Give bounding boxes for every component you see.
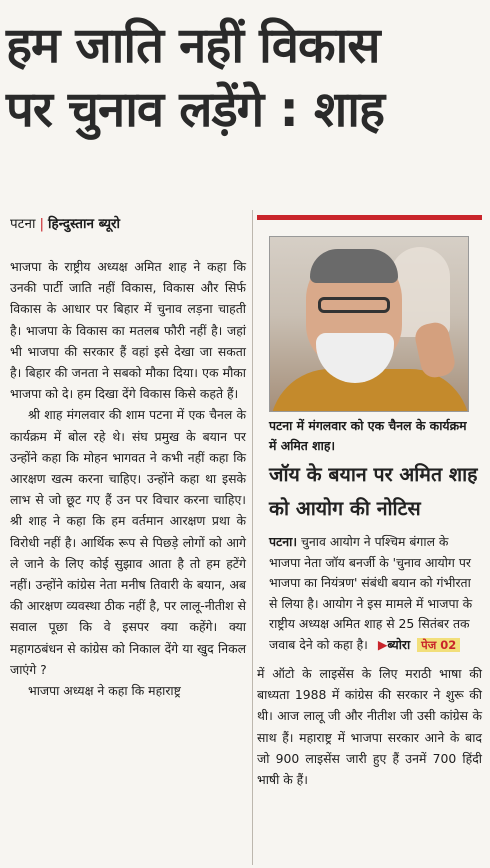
byline-separator: | xyxy=(39,216,45,232)
dateline-place: पटना xyxy=(10,216,36,232)
article-paragraph-3: भाजपा अध्यक्ष ने कहा कि महाराष्ट्र xyxy=(28,683,181,699)
details-label: ब्योरा xyxy=(387,636,411,652)
photo-glasses xyxy=(318,297,390,313)
headline-line-1: हम जाति नहीं विकास xyxy=(6,17,380,74)
sidebar-title: जॉय के बयान पर अमित शाह को आयोग की नोटिस xyxy=(269,463,478,520)
photo-hair xyxy=(310,249,398,283)
sidebar-text: चुनाव आयोग ने पश्चिम बंगाल के भाजपा नेता जॉय बनर्जी के 'चुनाव आयोग पर भाजपा का नियंत्रण' संबंधी बयान को गंभीरता से लिया है। आयोग ने इस मामले में भाजपा के राष्ट्रीय अध्यक्ष अमित शाह से 25 सितंबर तक जवाब देने को कहा है। xyxy=(269,534,473,652)
column-divider xyxy=(252,210,253,865)
byline-bureau: हिन्दुस्तान ब्यूरो xyxy=(48,216,121,232)
article-paragraph-1: भाजपा के राष्ट्रीय अध्यक्ष अमित शाह ने कहा कि उनकी पार्टी जाति नहीं विकास, विकास और सिर्फ विकास के आधार पर बिहार में चुनाव लड़ना चाहती है। भाजपा के विकास का मतलब फौरी नहीं है। जहां भी भाजपा की सरकार हैं वहां इसे देखा जा सकता है। बिहार की जनता ने सबको मौका दिया। एक मौका भाजपा को दे। हम दिखा देंगे विकास किसे कहते हैं। xyxy=(10,259,246,402)
article-paragraph-2: श्री शाह मंगलवार की शाम पटना में एक चैनल के कार्यक्रम में बोल रहे थे। संघ प्रमुख के बयान पर उन्होंने कहा कि मोहन भागवत ने कभी नहीं कहा कि आरक्षण खत्म करना चाहिए। उन्होंने कहा था इसके लाभ से जो छूट गए हैं उन पर विचार करना चाहिए। श्री शाह ने कहा कि हम वर्तमान आरक्षण प्रथा के विरोधी नहीं है। आर्थिक रूप से पिछड़े लोगों को आगे ले जाने के लिए कोई सुझाव आता है तो हम हटेंगे नहीं। उन्होंने कांग्रेस नेता मनीष तिवारी के बयान, अब की आरक्षण व्यवस्था ठीक नहीं है, पर लालू-नीतीश से सवाल पूछा कि वे इसपर क्या कहेंगे। क्या महागठबंधन से कांग्रेस को निकाल देंगे या खुद निकल जाएंगे ? xyxy=(10,407,246,677)
headline-line-2: पर चुनाव लड़ेंगे : शाह xyxy=(6,81,385,138)
sidebar-dateline: पटना। xyxy=(269,534,298,549)
headline xyxy=(6,14,486,142)
sidebar-box xyxy=(257,215,482,653)
amit-shah-photo xyxy=(269,236,469,412)
arrow-right-icon: ▶ xyxy=(377,636,388,652)
article-continuation: में ऑटो के लाइसेंस के लिए मराठी भाषा की बाध्यता 1988 में कांग्रेस की सरकार ने शुरू की थी। आज लालू जी और नीतीश जी उसी कांग्रेस के साथ हैं। महाराष्ट्र में भाजपा सरकार आने के बाद जो 900 लाइसेंस जारी हुए हैं उनमें 700 हिंदी भाषी के हैं। xyxy=(257,666,482,788)
photo-caption: पटना में मंगलवार को एक चैनल के कार्यक्रम में अमित शाह। xyxy=(269,418,467,453)
sidebar-body xyxy=(269,532,477,656)
byline xyxy=(10,214,120,232)
page-reference-badge: पेज 02 xyxy=(417,638,460,652)
article-left-column xyxy=(10,256,246,701)
